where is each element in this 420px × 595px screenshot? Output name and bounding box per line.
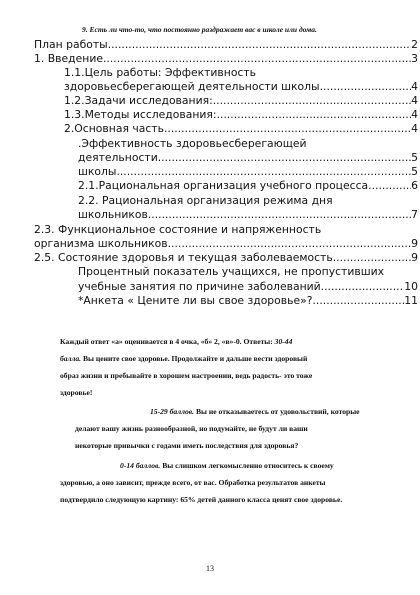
toc-entry-title: 1.3.Методы исследования: <box>64 108 217 121</box>
toc-leader-dots <box>103 52 411 66</box>
mid-score-text: Вы не отказываетесь от удовольствий, которые <box>194 407 360 416</box>
toc-leader-dots <box>116 165 411 179</box>
toc-entry-page: 2 <box>411 38 418 51</box>
toc-entry <box>34 122 418 136</box>
toc-leader-dots <box>164 122 411 136</box>
toc-entry <box>34 265 418 279</box>
toc-leader-dots <box>213 94 411 108</box>
mid-score-text-line-1 <box>150 407 360 417</box>
high-score-text-line-2: образ жизни и пребывайте в хорошем настроении, ведь радость- это тоже <box>60 371 313 380</box>
toc-entry <box>34 194 418 208</box>
mid-score-label: 15-29 баллов. <box>150 407 195 416</box>
low-score-label: 0-14 баллов. <box>120 461 161 470</box>
toc-leader-dots <box>148 208 411 222</box>
toc-entry-title: 2.5. Состояние здоровья и текущая заболеваемость <box>34 251 333 264</box>
toc-leader-dots <box>368 179 411 193</box>
toc-entry <box>34 80 418 94</box>
toc-entry-title: 2.2. Рациональная организация режима дня <box>78 194 333 207</box>
toc-entry <box>34 94 418 108</box>
toc-entry-title: здоровьесберегающей деятельности школы <box>64 80 320 93</box>
toc-entry-title: школьников <box>78 208 148 221</box>
toc-entry <box>34 165 418 179</box>
toc-entry-page: 9 <box>411 251 418 264</box>
toc-leader-dots <box>312 294 404 308</box>
toc-leader-dots <box>320 80 412 94</box>
mid-score-text-line-2: делают вашу жизнь разнообразной, но подумайте, не будут ли ваши <box>75 424 308 433</box>
toc-entry-title: 1. Введение <box>34 52 103 65</box>
toc-entry-title: 1.2.Задачи исследования: <box>64 94 213 107</box>
toc-entry <box>34 52 418 66</box>
toc-entry-page: 4 <box>411 122 418 135</box>
toc-entry <box>34 151 418 165</box>
toc-leader-dots <box>321 280 405 294</box>
toc-entry <box>34 208 418 222</box>
toc-entry-title: .Эффективность здоровьесберегающей <box>78 137 307 150</box>
high-score-text-line-1 <box>60 354 307 364</box>
toc-entry-title: *Анкета « Цените ли вы свое здоровье»? <box>78 294 313 307</box>
low-score-text: Вы слишком легкомысленно относитесь к своему <box>160 461 334 470</box>
low-score-text-line-1 <box>120 461 334 471</box>
score-range-high: 30-44 <box>274 337 293 346</box>
mid-score-text-line-3: некоторые привычки с годами иметь последствия для здоровья? <box>75 441 299 450</box>
toc-entry-title: План работы <box>34 38 108 51</box>
toc-entry-title: 2.Основная часть <box>64 122 164 135</box>
toc-entry <box>34 237 418 251</box>
toc-entry <box>34 223 418 237</box>
toc-entry <box>34 108 418 122</box>
toc-entry <box>34 294 418 308</box>
high-score-text-line-3: здоровье! <box>60 388 93 397</box>
toc-entry-page: 9 <box>411 237 418 250</box>
high-score-label: балла. <box>60 354 82 363</box>
toc-entry-title: школы <box>78 165 117 178</box>
toc-leader-dots <box>168 237 412 251</box>
toc-entry-page: 6 <box>411 179 418 192</box>
toc-entry-title: Процентный показатель учащихся, не пропустивших <box>78 265 384 278</box>
toc-entry-title: 1.1.Цель работы: Эффективность <box>64 66 257 79</box>
toc-entry-title: учебные занятия по причине заболеваний <box>78 280 321 293</box>
toc-entry <box>34 38 418 52</box>
low-score-text-line-3: подтвердило следующую картину: 65% детей данного класса ценят свое здоровье. <box>60 495 343 504</box>
toc-entry-title: 2.3. Функциональное состояние и напряженность <box>34 223 322 236</box>
toc-entry-title: 2.1.Рациональная организация учебного процесса <box>78 179 369 192</box>
toc-entry-page: 4 <box>411 94 418 107</box>
toc-entry-page: 5 <box>411 165 418 178</box>
questionnaire-item-9: 9. Есть ли что-то, что постоянно раздражает вас в школе или дома. <box>82 25 317 34</box>
low-score-text-line-2: здоровью, а оно зависит, прежде всего, от вас. Обработка результатов анкеты <box>60 478 326 487</box>
toc-leader-dots <box>108 38 411 52</box>
toc-leader-dots <box>158 151 411 165</box>
toc-leader-dots <box>217 108 412 122</box>
toc-leader-dots <box>333 251 411 265</box>
high-score-text: Вы цените свое здоровье. Продолжайте и дальше вести здоровый <box>81 354 308 363</box>
toc-entry-page: 7 <box>411 208 418 221</box>
toc-entry-page: 3 <box>411 52 418 65</box>
scoring-intro: Каждый ответ «а» оценивается в 4 очка, «б» 2, «в»-0. Ответы: <box>60 337 275 346</box>
toc-entry <box>34 251 418 265</box>
toc-entry-title: деятельности <box>78 151 158 164</box>
toc-entry-page: 4 <box>411 108 418 121</box>
scoring-paragraph <box>60 337 292 347</box>
toc-entry-page: 11 <box>404 294 418 307</box>
toc-entry-page: 10 <box>404 280 418 293</box>
page-number: 13 <box>206 564 214 573</box>
toc-entry-page: 5 <box>411 151 418 164</box>
toc-entry <box>34 137 418 151</box>
toc-entry <box>34 66 418 80</box>
toc-entry-title: организма школьников <box>34 237 168 250</box>
toc-entry <box>34 280 418 294</box>
toc-entry-page: 4 <box>411 80 418 93</box>
toc-entry <box>34 179 418 193</box>
